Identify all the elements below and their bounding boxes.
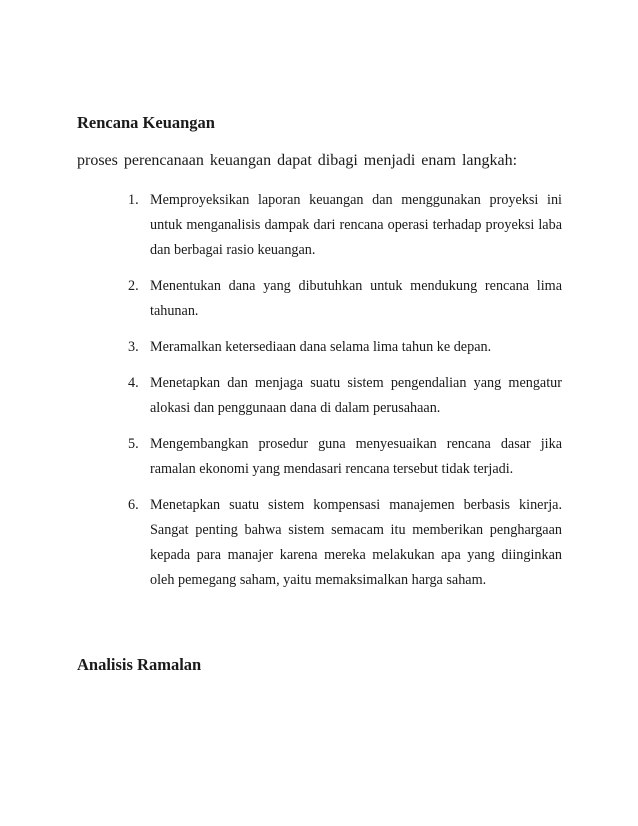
list-item-text: Meramalkan ketersediaan dana selama lima tahun ke depan. xyxy=(150,339,492,355)
list-item xyxy=(128,274,562,324)
list-item xyxy=(128,188,562,263)
list-item-number: 4. xyxy=(128,375,139,391)
list-item-text: Menentukan dana yang dibutuhkan untuk mendukung rencana lima tahunan. xyxy=(150,278,562,319)
list-item xyxy=(128,335,562,360)
list-item-text: Menetapkan suatu sistem kompensasi manajemen berbasis kinerja. Sangat penting bahwa sistem semacam itu memberikan penghargaan kepada para manajer karena mereka melakukan apa yang diinginkan oleh pemegang saham, yaitu memaksimalkan harga saham. xyxy=(150,497,562,588)
list-item-text: Mengembangkan prosedur guna menyesuaikan rencana dasar jika ramalan ekonomi yang mendasari rencana tersebut tidak terjadi. xyxy=(150,436,562,477)
list-item-number: 6. xyxy=(128,497,139,513)
list-item xyxy=(128,493,562,593)
section-heading-rencana-keuangan: Rencana Keuangan xyxy=(77,113,215,132)
list-item-text: Memproyeksikan laporan keuangan dan menggunakan proyeksi ini untuk menganalisis dampak dari rencana operasi terhadap proyeksi laba dan berbagai rasio keuangan. xyxy=(150,192,562,258)
list-item-text: Menetapkan dan menjaga suatu sistem pengendalian yang mengatur alokasi dan penggunaan dana di dalam perusahaan. xyxy=(150,375,562,416)
list-item-number: 3. xyxy=(128,339,139,355)
list-item xyxy=(128,371,562,421)
intro-paragraph: proses perencanaan keuangan dapat dibagi menjadi enam langkah: xyxy=(77,152,518,169)
list-item-number: 1. xyxy=(128,192,139,208)
list-item xyxy=(128,432,562,482)
list-item-number: 5. xyxy=(128,436,139,452)
steps-list xyxy=(128,188,562,604)
list-item-number: 2. xyxy=(128,278,139,294)
section-heading-analisis-ramalan: Analisis Ramalan xyxy=(77,655,202,674)
